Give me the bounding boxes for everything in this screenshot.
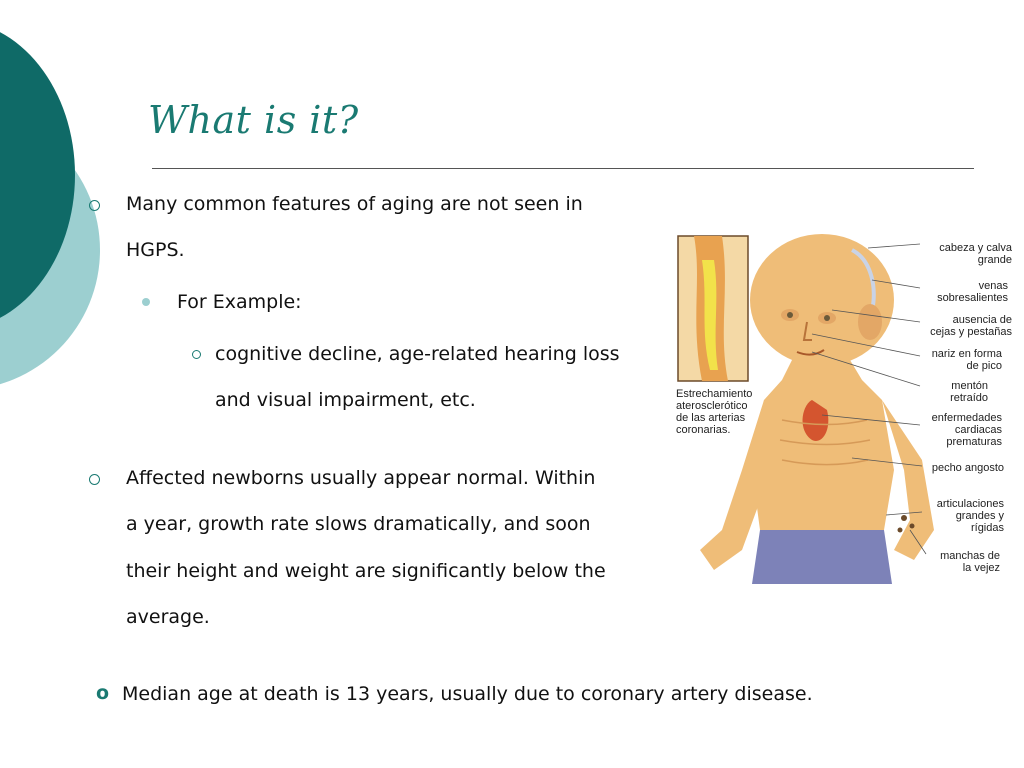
- bullet-1-subsub-line-2: and visual impairment, etc.: [215, 389, 476, 411]
- hgps-illustration: [672, 230, 1018, 590]
- bullet-1-line-1: Many common features of aging are not seen in: [126, 193, 583, 215]
- bullet-ring-icon: [89, 474, 100, 485]
- bullet-2-line-1: Affected newborns usually appear normal. Within: [126, 467, 596, 489]
- label-cejas: ausencia de cejas y pestañas: [930, 314, 1012, 338]
- bullet-o-marker: o: [96, 682, 110, 704]
- bullet-ring-icon: [192, 350, 201, 359]
- label-nariz: nariz en forma de pico: [931, 348, 1002, 372]
- label-enfermedades: enfermedades cardiacas prematuras: [931, 412, 1002, 448]
- label-manchas: manchas de la vejez: [940, 550, 1000, 574]
- slide-title: What is it?: [148, 98, 359, 142]
- bullet-2-line-2: a year, growth rate slows dramatically, and soon: [126, 513, 591, 535]
- label-cabeza: cabeza y calva grande: [939, 242, 1012, 266]
- bullet-dot-icon: [142, 298, 150, 306]
- bullet-2-line-4: average.: [126, 606, 210, 628]
- bullet-1-subsub-line-1: cognitive decline, age-related hearing loss: [215, 343, 620, 365]
- inset-caption: Estrechamiento aterosclerótico de las arterias coronarias.: [676, 388, 753, 436]
- bullet-1-line-2: HGPS.: [126, 239, 185, 261]
- bullet-2-line-3: their height and weight are significantly below the: [126, 560, 606, 582]
- label-pecho: pecho angosto: [931, 462, 1004, 474]
- label-venas: venas sobresalientes: [937, 280, 1008, 304]
- bullet-ring-icon: [89, 200, 100, 211]
- label-articulaciones: articulaciones grandes y rígidas: [936, 498, 1004, 534]
- bullet-3-text: Median age at death is 13 years, usually due to coronary artery disease.: [122, 683, 813, 705]
- title-divider: [152, 168, 974, 169]
- label-menton: mentón retraído: [950, 380, 988, 404]
- bullet-1-sub: For Example:: [177, 291, 302, 313]
